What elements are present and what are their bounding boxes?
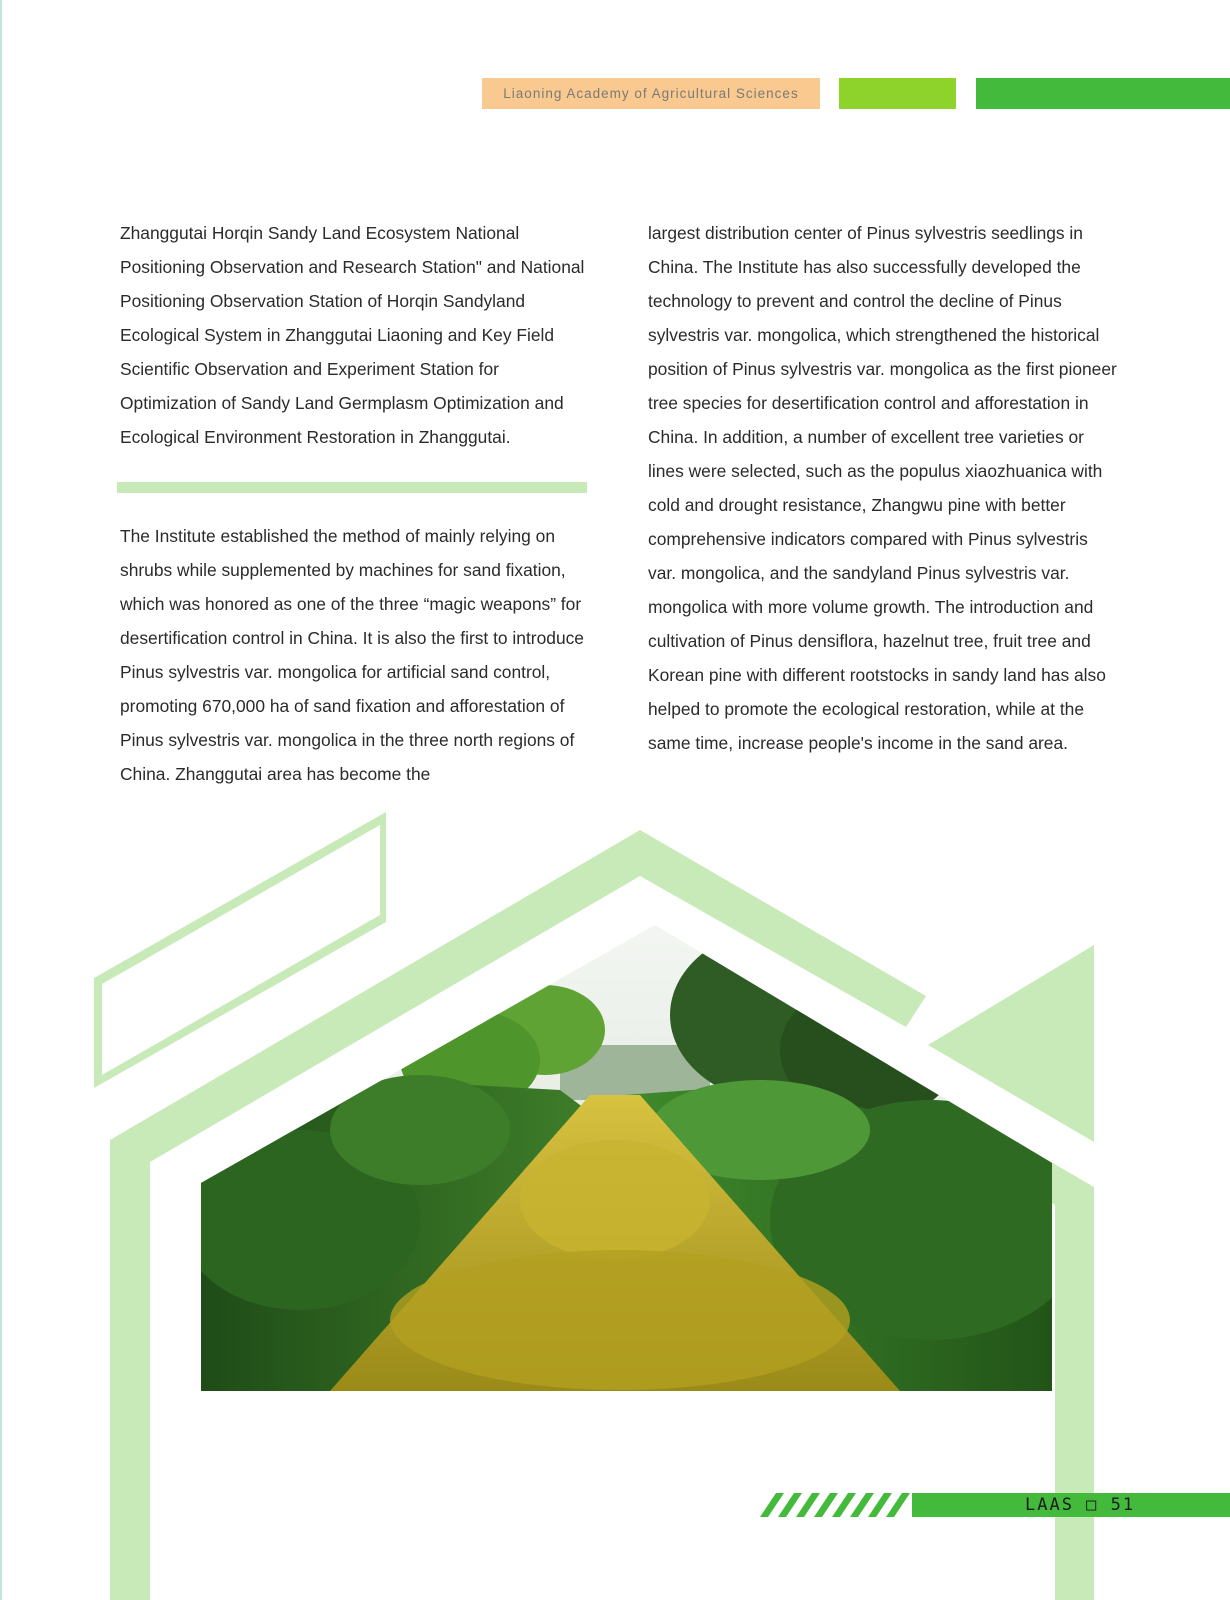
right-paragraph-pinus: largest distribution center of Pinus sylvestris seedlings in China. The Institute has also successfully developed the technology to prevent and control the decline of Pinus sylvestris var. mongolica, which strengthened the historical position of Pinus sylvestris var. mongolica as the first pioneer tree species for desertification control and afforestation in China. In addition, a number of excellent tree varieties or lines were selected, such as the populus xiaozhuanica with cold and drought resistance, Zhangwu pine with better comprehensive indicators compared with Pinus sylvestris var. mongolica, and the sandyland Pinus sylvestris var. mongolica with more volume growth. The introduction and cultivation of Pinus densiflora, hazelnut tree, fruit tree and Korean pine with different rootstocks in sandy land has also helped to promote the ecological restoration, while at the same time, increase people's income in the sand area.: [648, 223, 1117, 753]
left-paragraph-sand-fixation: The Institute established the method of mainly relying on shrubs while supplemented by machines for sand fixation, which was honored as one of the three “magic weapons” for desertification control in China. It is also the first to introduce Pinus sylvestris var. mongolica for artificial sand control, promoting 670,000 ha of sand fixation and afforestation of Pinus sylvestris var. mongolica in the three north regions of China. Zhanggutai area has become the: [120, 526, 584, 784]
footer-stripes: [760, 1493, 915, 1517]
header-label: Liaoning Academy of Agricultural Sciences: [482, 78, 820, 109]
left-paragraph-stations: Zhanggutai Horqin Sandy Land Ecosystem National Positioning Observation and Research Station" and National Positioning Observation Station of Horqin Sandyland Ecological System in Zhanggutai Liaoning and Key Field Scientific Observation and Experiment Station for Optimization of Sandy Land Germplasm Optimization and Ecological Environment Restoration in Zhanggutai.: [120, 223, 585, 447]
page-number-label: LAAS □ 51: [1025, 1495, 1136, 1515]
deco-left-wall: [110, 1350, 150, 1600]
landscape-photo: [180, 920, 1090, 1395]
